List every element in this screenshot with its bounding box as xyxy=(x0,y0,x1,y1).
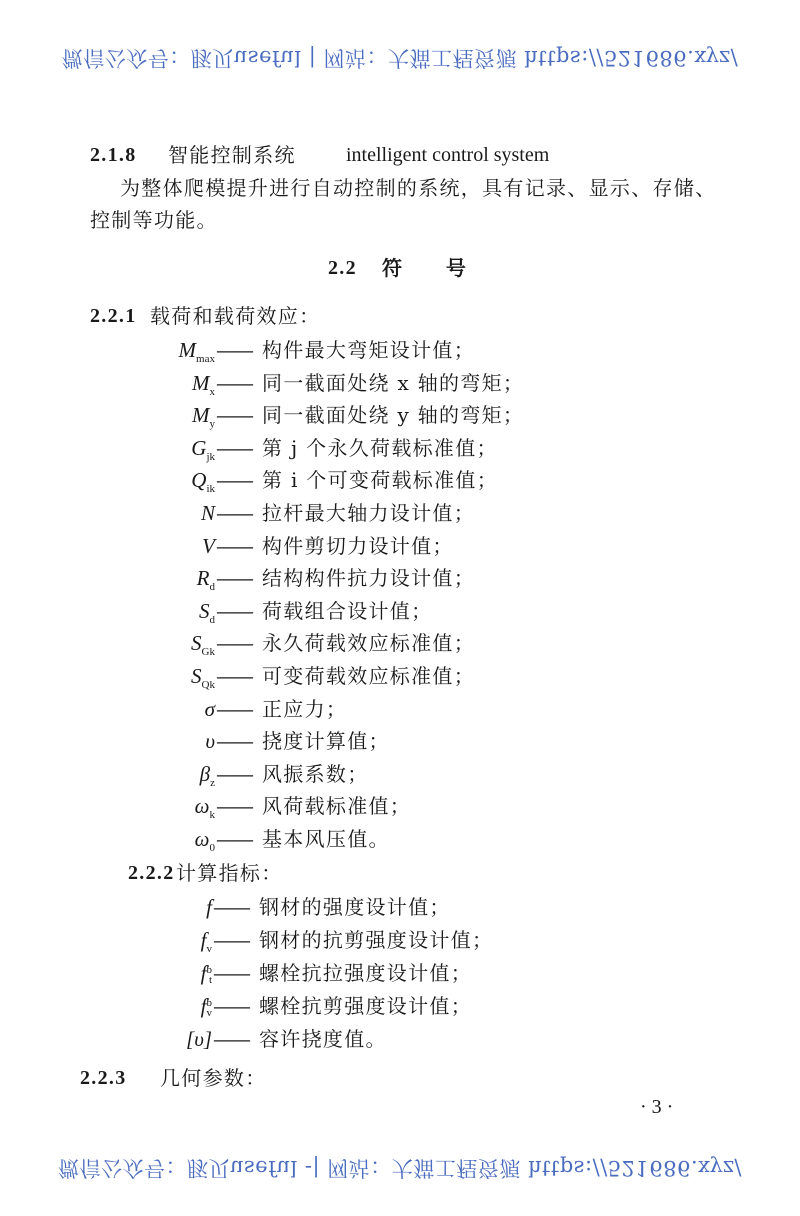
symbol-subscript: k xyxy=(209,809,215,822)
symbol-base: f xyxy=(200,928,207,952)
section-2-2-heading xyxy=(0,252,800,284)
symbol-description: 螺栓抗剪强度设计值； xyxy=(259,994,472,1018)
subsection-title: 载荷和载荷效应： xyxy=(150,304,321,328)
symbol-row xyxy=(0,595,800,627)
em-dash: —— xyxy=(216,827,252,851)
symbol-subscript: 0 xyxy=(209,842,215,855)
symbol-base: M xyxy=(192,403,210,428)
em-dash: —— xyxy=(216,566,252,591)
symbol-row xyxy=(0,497,800,529)
symbol-row xyxy=(0,334,800,366)
symbol-row xyxy=(0,660,800,692)
symbol-row xyxy=(0,823,800,855)
symbol-subscript: z xyxy=(210,776,215,789)
subsection-title: 几何参数： xyxy=(160,1066,267,1090)
symbol-row xyxy=(0,562,800,594)
symbol-base: f xyxy=(200,994,207,1018)
symbol-description: 螺栓抗拉强度设计值； xyxy=(259,961,472,985)
symbol-row xyxy=(0,367,800,399)
symbol-subscript: max xyxy=(196,353,215,366)
em-dash: —— xyxy=(216,468,252,493)
symbol-description: 构件最大弯矩设计值； xyxy=(262,338,475,362)
em-dash: —— xyxy=(216,794,252,819)
symbol-subscript: v xyxy=(206,943,212,956)
symbol-row xyxy=(0,990,800,1022)
symbol-description: 容许挠度值。 xyxy=(259,1027,387,1051)
symbol-base: f xyxy=(206,895,212,919)
subsection-2-2-3-heading xyxy=(0,1062,800,1094)
symbol-subscript: y xyxy=(209,418,215,431)
symbol-base: S xyxy=(191,664,202,688)
symbol-base: G xyxy=(191,435,207,460)
symbol-description: 可变荷载效应标准值； xyxy=(262,664,475,688)
symbol-description: 同一截面处绕 x 轴的弯矩； xyxy=(262,370,525,395)
page-number: · 3 · xyxy=(640,1096,674,1118)
symbol xyxy=(201,990,212,1022)
subsection-2-2-1-heading xyxy=(0,300,800,332)
symbol-description: 基本风压值。 xyxy=(262,827,390,851)
symbol-description: 荷载组合设计值； xyxy=(262,598,433,623)
symbol xyxy=(205,725,215,757)
symbol-description: 钢材的抗剪强度设计值； xyxy=(259,928,494,952)
symbol-base: V xyxy=(202,533,215,558)
symbol-row xyxy=(0,1023,800,1055)
em-dash: —— xyxy=(213,928,249,952)
em-dash: —— xyxy=(216,403,252,428)
symbol-subscript: v xyxy=(206,1007,212,1020)
symbol-superscript: b xyxy=(206,964,212,977)
em-dash: —— xyxy=(216,598,252,623)
symbol xyxy=(201,497,215,529)
symbol-subscript: ik xyxy=(206,483,215,496)
em-dash: —— xyxy=(216,664,252,688)
symbol-base: [υ] xyxy=(186,1027,212,1051)
symbol-subscript: t xyxy=(208,974,212,987)
subsection-number: 2.2.3 xyxy=(80,1067,127,1089)
symbol xyxy=(202,530,215,562)
subsection-title: 计算指标： xyxy=(176,861,283,885)
symbol-scripts xyxy=(207,998,213,1018)
symbol-description: 挠度计算值； xyxy=(262,729,390,754)
em-dash: —— xyxy=(216,370,252,395)
term-2-1-8-heading xyxy=(0,139,800,171)
symbol xyxy=(205,693,215,725)
symbol-subscript: jk xyxy=(206,450,215,463)
symbol-base: R xyxy=(196,566,210,591)
symbol-description: 拉杆最大轴力设计值； xyxy=(262,501,475,525)
em-dash: —— xyxy=(213,1027,249,1051)
symbol-row xyxy=(0,693,800,725)
symbol-row xyxy=(0,432,800,464)
em-dash: —— xyxy=(216,761,252,786)
term-definition-line-2: 控制等功能。 xyxy=(90,208,218,232)
symbol-base: ω xyxy=(194,827,210,851)
symbol-subscript: d xyxy=(209,613,215,626)
em-dash: —— xyxy=(216,696,252,721)
symbol-row xyxy=(0,530,800,562)
term-number: 2.1.8 xyxy=(90,144,137,166)
section-title: 符 号 xyxy=(382,256,468,280)
symbol-row xyxy=(0,924,800,956)
symbol-base: ω xyxy=(194,794,210,819)
em-dash: —— xyxy=(216,435,252,460)
symbol-base: S xyxy=(199,598,210,623)
symbol-base: υ xyxy=(205,729,215,754)
subsection-number: 2.2.2 xyxy=(128,862,175,884)
symbol-row xyxy=(0,957,800,989)
symbol-base: σ xyxy=(204,696,215,721)
symbol-row xyxy=(0,790,800,822)
term-definition-line-1: 为整体爬模提升进行自动控制的系统，具有记录、显示、存储、 xyxy=(120,176,717,200)
symbol xyxy=(206,891,212,923)
symbol-row xyxy=(0,627,800,659)
symbol-base: S xyxy=(191,631,202,656)
watermark-bottom: 微信公众号：豚贝useful -| 网站：大猫工程资源 https://521686.xyz/ xyxy=(58,1156,742,1180)
term-title-en: intelligent control system xyxy=(346,144,550,166)
em-dash: —— xyxy=(213,994,249,1018)
section-number: 2.2 xyxy=(328,257,357,279)
symbol-description: 结构构件抗力设计值； xyxy=(262,566,475,591)
symbol-description: 风荷载标准值； xyxy=(262,794,412,819)
em-dash: —— xyxy=(216,533,252,558)
em-dash: —— xyxy=(213,895,249,919)
symbol-row xyxy=(0,725,800,757)
symbol-description: 正应力； xyxy=(262,696,348,721)
symbol-description: 钢材的强度设计值； xyxy=(259,895,451,919)
em-dash: —— xyxy=(216,631,252,656)
watermark-top: 微信公众号：豚贝useful | 网站：大猫工程资源 https://521686.xyz/ xyxy=(61,46,739,70)
symbol-row xyxy=(0,399,800,431)
symbol-row xyxy=(0,891,800,923)
subsection-number: 2.2.1 xyxy=(90,305,137,327)
em-dash: —— xyxy=(213,961,249,985)
symbol-superscript: b xyxy=(206,997,212,1010)
symbol-base: M xyxy=(192,370,210,395)
symbol-description: 同一截面处绕 y 轴的弯矩； xyxy=(262,403,525,428)
symbol-subscript: d xyxy=(209,581,215,594)
symbol-base: Q xyxy=(191,468,207,493)
symbol-base: β xyxy=(199,761,211,786)
subsection-2-2-2-heading xyxy=(0,857,800,889)
symbol-scripts xyxy=(207,965,213,985)
symbol-subscript: x xyxy=(209,385,215,398)
symbol-description: 永久荷载效应标准值； xyxy=(262,631,475,656)
symbol-base: f xyxy=(200,961,207,985)
symbol xyxy=(186,1023,212,1055)
symbol-row xyxy=(0,758,800,790)
symbol-description: 第 i 个可变荷载标准值； xyxy=(262,468,499,493)
term-title-zh: 智能控制系统 xyxy=(168,143,296,167)
symbol-base: M xyxy=(178,338,197,362)
em-dash: —— xyxy=(216,338,252,362)
symbol-base: N xyxy=(200,501,215,525)
symbol-subscript: Qk xyxy=(201,679,215,692)
symbol-row xyxy=(0,464,800,496)
symbol-subscript: Gk xyxy=(201,646,215,659)
symbol-description: 第 j 个永久荷载标准值； xyxy=(262,435,498,460)
symbol-description: 风振系数； xyxy=(262,761,369,786)
symbol xyxy=(201,957,212,989)
em-dash: —— xyxy=(216,501,252,525)
symbol-description: 构件剪切力设计值； xyxy=(262,533,454,558)
em-dash: —— xyxy=(216,729,252,754)
